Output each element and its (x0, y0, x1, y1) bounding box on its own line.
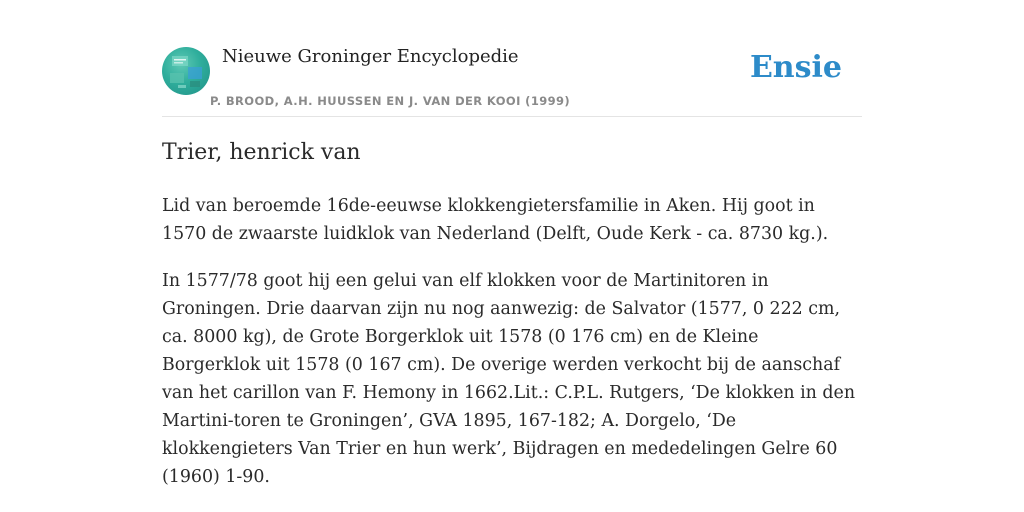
authors: P. BROOD, A.H. HUUSSEN EN J. VAN DER KOOI (1999) (210, 94, 571, 108)
ensie-logo[interactable]: Ensie (749, 50, 842, 85)
header (162, 44, 862, 117)
book-cover-icon[interactable] (162, 47, 210, 95)
entry-paragraph: Lid van beroemde 16de-eeuwse klokkengietersfamilie in Aken. Hij goot in 1570 de zwaarste luidklok van Nederland (Delft, Oude Kerk - ca. 8730 kg.). (162, 196, 829, 244)
entry-title: Trier, henrick van (162, 140, 361, 165)
entry-paragraph: In 1577/78 goot hij een gelui van elf klokken voor de Martinitoren in Groningen. Drie daarvan zijn nu nog aanwezig: de Salvator (1577, 0 222 cm, ca. 8000 kg), de Grote Borgerklok uit 1578 (0 176 cm) en de Kleine Borgerklok uit 1578 (0 167 cm). De overige werden verkocht bij de aanschaf van het carillon van F. Hemony in 1662.Lit.: C.P.L. Rutgers, ‘De klokken in den Martini-toren te Groningen’, GVA 1895, 167-182; A. Dorgelo, ‘De klokkengieters Van Trier en hun werk’, Bijdragen en mededelingen Gelre 60 (1960) 1-90. (162, 271, 856, 487)
book-title[interactable]: Nieuwe Groninger Encyclopedie (222, 46, 519, 67)
entry-body (162, 192, 862, 510)
